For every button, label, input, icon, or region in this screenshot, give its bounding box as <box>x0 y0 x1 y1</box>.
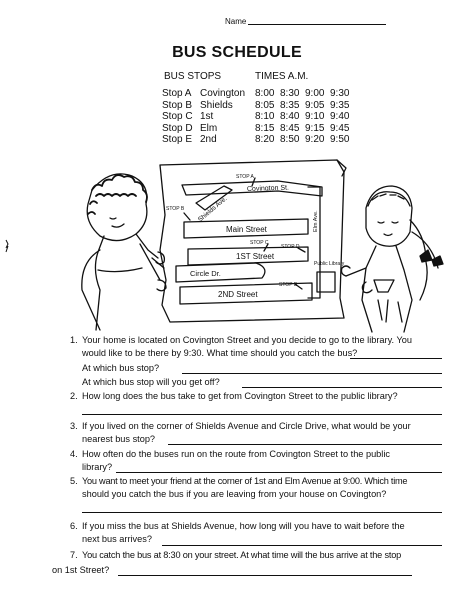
stop-time: 9:45 <box>330 122 350 134</box>
answer-line[interactable] <box>162 545 442 546</box>
map-label-stop-a: STOP A <box>236 174 254 180</box>
answer-line[interactable] <box>82 414 442 415</box>
stop-time: 8:40 <box>280 111 300 123</box>
question-text-line: You want to meet your friend at the corner of 1st and Elm Avenue at 9:00. Which time <box>82 476 408 486</box>
map-label-stop-b: STOP B <box>166 206 185 212</box>
schedule-row <box>162 100 372 112</box>
schedule-table <box>162 88 372 146</box>
question-text-line: on 1st Street? <box>52 565 110 575</box>
stop-name: Elm <box>200 122 218 134</box>
girl-figure <box>342 186 444 332</box>
question-text-line: Your home is located on Covington Street and you decide to go to the library. You <box>82 335 412 345</box>
map-label-stop-c: STOP C <box>250 240 269 246</box>
boy-figure <box>82 174 166 330</box>
schedule-row <box>162 123 372 135</box>
question-text-line: If you miss the bus at Shields Avenue, how long will you have to wait before the <box>82 521 405 531</box>
stop-name: Shields <box>200 99 233 111</box>
question-number: 7. <box>70 550 78 560</box>
map-label-main: Main Street <box>226 225 267 234</box>
answer-line[interactable] <box>350 358 442 359</box>
map-label-library: Public Library <box>314 261 345 267</box>
question-number: 6. <box>70 521 78 531</box>
question-text-line: If you lived on the corner of Shields Avenue and Circle Drive, what would be your <box>82 421 411 431</box>
question-text-line: next bus arrives? <box>82 534 152 544</box>
stop-time: 8:05 <box>255 99 275 111</box>
stop-time: 9:00 <box>305 88 325 99</box>
map-label-first: 1ST Street <box>236 252 275 261</box>
stop-time: 8:15 <box>255 122 275 134</box>
stop-time: 8:00 <box>255 88 275 99</box>
times-heading: TIMES A.M. <box>255 71 309 82</box>
stop-time: 8:20 <box>255 134 275 146</box>
question-text-line: At which bus stop will you get off? <box>82 377 220 387</box>
stop-time: 8:30 <box>280 88 300 99</box>
map-label-stop-e: STOP E <box>279 282 298 288</box>
stop-time: 9:50 <box>330 134 350 146</box>
stop-time: 9:40 <box>330 111 350 123</box>
stop-id: Stop A <box>162 88 192 99</box>
stop-time: 9:35 <box>330 99 350 111</box>
schedule-row <box>162 111 372 123</box>
map-label-second: 2ND Street <box>218 290 258 299</box>
stop-id: Stop C <box>162 111 193 123</box>
worksheet-title: BUS SCHEDULE <box>172 44 302 61</box>
map-label-circle: Circle Dr. <box>190 269 221 278</box>
stop-name: 2nd <box>200 134 217 146</box>
stop-b-marker <box>184 213 190 220</box>
question-text-line: should you catch the bus if you are leaving from your house on Covington? <box>82 489 387 499</box>
question-text-line: At which bus stop? <box>82 363 160 373</box>
map-label-elm: Elm Ave. <box>313 210 319 232</box>
question-text-line: would like to be there by 9:30. What time should you catch the bus? <box>82 348 358 358</box>
question-text-line: nearest bus stop? <box>82 434 156 444</box>
question-text-line: library? <box>82 462 113 472</box>
stop-name: Covington <box>200 88 246 99</box>
stop-time: 8:10 <box>255 111 275 123</box>
answer-line[interactable] <box>182 373 442 374</box>
name-answer-line[interactable] <box>248 24 386 25</box>
bus-stops-heading: BUS STOPS <box>164 71 222 82</box>
question-number: 4. <box>70 449 78 459</box>
answer-line[interactable] <box>168 444 442 445</box>
question-number: 3. <box>70 421 78 431</box>
answer-line[interactable] <box>82 512 442 513</box>
answer-line[interactable] <box>118 575 412 576</box>
schedule-row <box>162 88 372 100</box>
stop-time: 8:45 <box>280 122 300 134</box>
margin-mark <box>6 240 8 252</box>
stop-time: 8:35 <box>280 99 300 111</box>
stop-name: 1st <box>200 111 214 123</box>
question-number: 1. <box>70 335 78 345</box>
stop-time: 9:10 <box>305 111 325 123</box>
map-label-shields: Shields Ave. <box>196 195 229 224</box>
schedule-row <box>162 134 372 146</box>
stop-id: Stop D <box>162 122 193 134</box>
stop-time: 9:20 <box>305 134 325 146</box>
stop-time: 8:50 <box>280 134 300 146</box>
question-text-line: You catch the bus at 8:30 on your street. At what time will the bus arrive at the stop <box>82 550 402 560</box>
map-illustration <box>0 150 474 335</box>
map-label-covington: Covington St. <box>246 184 290 193</box>
stop-time: 9:15 <box>305 122 325 134</box>
question-number: 5. <box>70 476 78 486</box>
stop-time: 9:05 <box>305 99 325 111</box>
answer-line[interactable] <box>116 472 442 473</box>
answer-line[interactable] <box>242 387 442 388</box>
elm-avenue <box>308 187 320 298</box>
question-number: 2. <box>70 391 78 401</box>
name-label: Name <box>225 17 247 26</box>
stop-id: Stop B <box>162 99 193 111</box>
map-label-stop-d: STOP D <box>281 244 300 250</box>
question-text-line: How long does the bus take to get from Covington Street to the public library? <box>82 391 398 401</box>
stop-id: Stop E <box>162 134 193 146</box>
stop-time: 9:30 <box>330 88 350 99</box>
question-text-line: How often do the buses run on the route from Covington Street to the public <box>82 449 390 459</box>
